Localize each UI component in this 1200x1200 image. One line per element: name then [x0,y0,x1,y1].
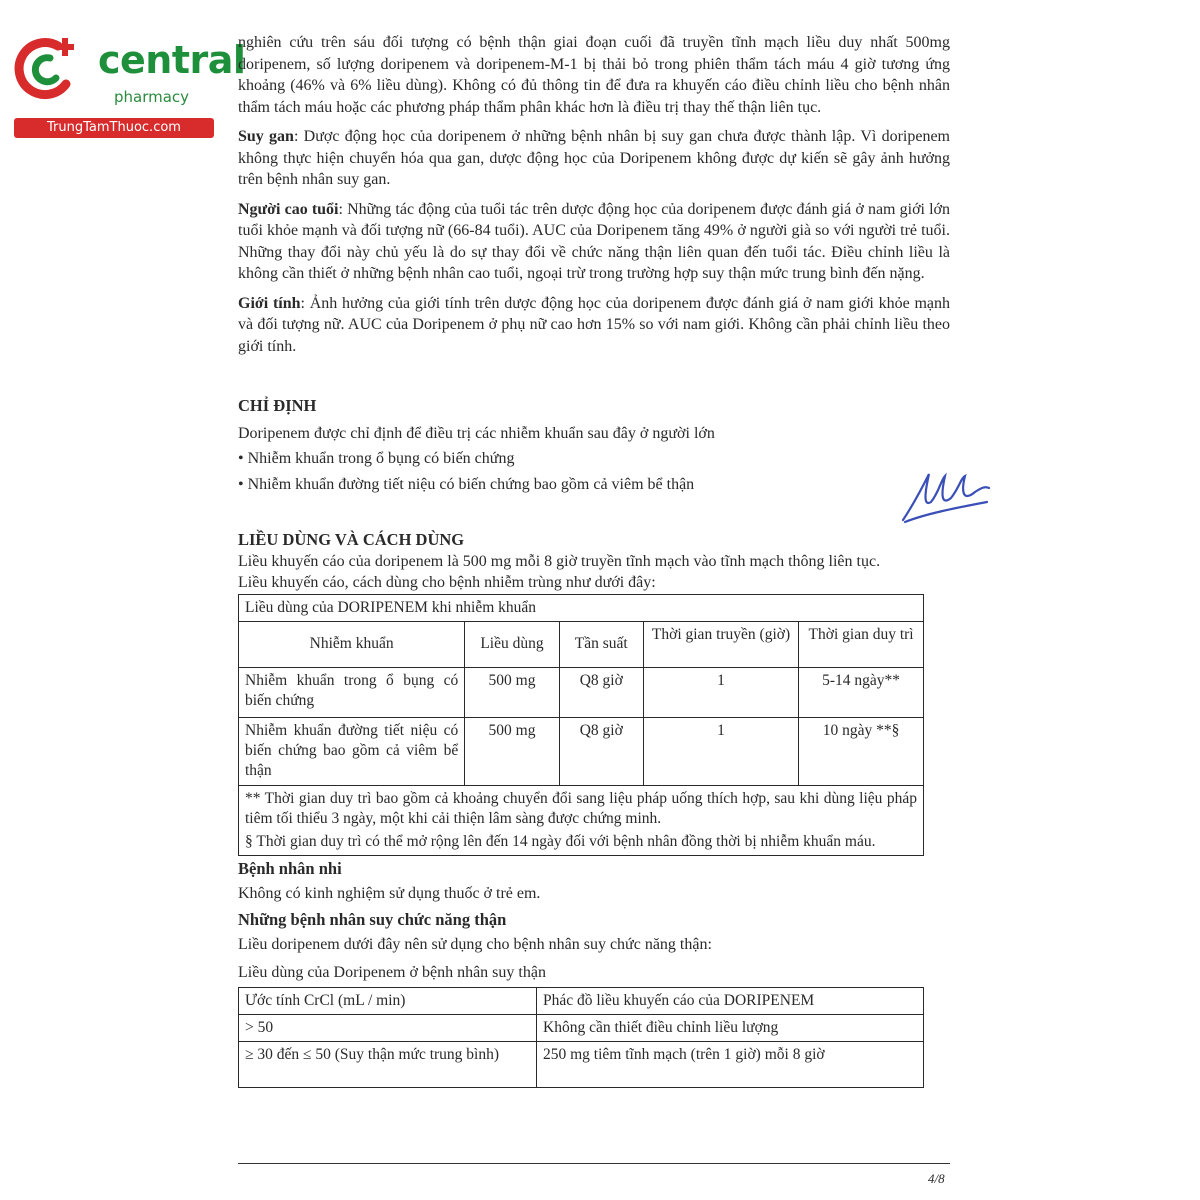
table-header: Phác đồ liều khuyến cáo của DORIPENEM [537,988,924,1015]
gender-label: Giới tính [238,294,301,312]
table-cell: ≥ 30 đến ≤ 50 (Suy thận mức trung bình) [239,1042,537,1088]
elderly-paragraph [238,199,950,285]
elderly-text: : Những tác động của tuổi tác trên dược động học của doripenem được đánh giá ở nam giới lớn tuổi khỏe mạnh và đối tượng nữ (66-84 tuổi). AUC của Doripenem tăng 49% ở người già so với người trẻ tuổi. Những thay đổi này chủ yếu là do sự thay đổi về chức năng thận liên quan đến tuổi tác. Điều chỉnh liều là không cần thiết ở những bệnh nhân cao tuổi, ngoại trừ trong trường hợp suy thận mức trung bình đến nặng. [238,200,951,282]
renal-line-2: Liều dùng của Doripenem ở bệnh nhân suy thận [238,963,546,981]
liver-label: Suy gan [238,128,294,145]
table-cell: Nhiễm khuẩn đường tiết niệu có biến chứng bao gồm cả viêm bể thận [239,717,465,785]
table-header: Liều dùng [465,621,559,667]
children-text: Không có kinh nghiệm sử dụng thuốc ở trẻ em. [238,885,541,902]
table-cell: 1 [643,717,798,785]
liver-paragraph [238,126,950,191]
table-header: Nhiễm khuẩn [239,621,465,667]
indication-bullet: • Nhiễm khuẩn đường tiết niệu có biến chứng bao gồm cả viêm bể thận [238,475,695,493]
table-cell: Nhiễm khuẩn trong ổ bụng có biến chứng [239,667,465,717]
brand-logo [10,32,246,142]
table-cell: 1 [643,667,798,717]
table-cell: 500 mg [465,667,559,717]
table-cell: 5-14 ngày** [799,667,924,717]
brand-subtitle: pharmacy [114,88,190,106]
intro-paragraph: nghiên cứu trên sáu đối tượng có bệnh thận giai đoạn cuối đã truyền tĩnh mạch liều duy nhất 500mg doripenem, số lượng doripenem và doripenem-M-1 bị thải bỏ trong phiên thẩm tách máu 4 giờ tương ứng khoảng (46% và 6% liều dùng). Không có đủ thông tin để đưa ra khuyến cáo điều chỉnh liều cho bệnh nhân thẩm tách máu hoặc các phương pháp thẩm phân khác hơn là điều trị thay thế thận liên tục. [238,34,950,116]
table-cell: > 50 [239,1015,537,1042]
table-cell: 500 mg [465,717,559,785]
dosage-table [238,594,924,856]
table-header: Ước tính CrCl (mL / min) [239,988,537,1015]
dosage-line-1: Liều khuyến cáo của doripenem là 500 mg mỗi 8 giờ truyền tĩnh mạch vào tĩnh mạch thông liên tục. [238,552,881,570]
table-cell: 10 ngày **§ [799,717,924,785]
renal-dosage-table [238,987,924,1088]
dosage-table-caption: Liều dùng của DORIPENEM khi nhiễm khuẩn [239,594,924,621]
dosage-note-2: § Thời gian duy trì có thể mở rộng lên đến 14 ngày đối với bệnh nhân đồng thời bị nhiễm khuẩn máu. [245,832,876,850]
table-cell: Không cần thiết điều chỉnh liều lượng [537,1015,924,1042]
document-body [238,32,950,1088]
brand-name: central [98,38,246,82]
table-cell: 250 mg tiêm tĩnh mạch (trên 1 giờ) mỗi 8 giờ [537,1042,924,1088]
gender-paragraph [238,293,950,358]
dosage-table-notes [239,785,924,855]
children-heading: Bệnh nhân nhi [238,858,342,878]
dosage-note-1: ** Thời gian duy trì bao gồm cả khoảng chuyển đổi sang liệu pháp uống thích hợp, sau khi dùng liệu pháp tiêm tối thiểu 3 ngày, một khi cải thiện lâm sàng được chứng minh. [245,789,917,827]
indication-heading: CHỈ ĐỊNH [238,396,317,415]
table-cell: Q8 giờ [559,667,643,717]
renal-line-1: Liều doripenem dưới đây nên sử dụng cho bệnh nhân suy chức năng thận: [238,936,712,953]
brand-url: TrungTamThuoc.com [14,118,214,138]
table-header: Thời gian duy trì [799,621,924,667]
central-pharmacy-logo-icon [10,32,90,102]
footer-divider [238,1163,950,1164]
liver-text: : Dược động học của doripenem ở những bệnh nhân bị suy gan chưa được thành lập. Vì doripenem không thực hiện chuyển hóa qua gan, dược động học của Doripenem không được dự kiến sẽ gây ảnh hưởng trên bệnh nhân suy gan. [238,128,950,188]
indication-bullet: • Nhiễm khuẩn trong ổ bụng có biến chứng [238,450,515,467]
gender-text: : Ảnh hưởng của giới tính trên dược động học của doripenem được đánh giá ở nam giới khỏe mạnh và đối tượng nữ. AUC của Doripenem ở phụ nữ cao hơn 15% so với nam giới. Không cần phải chỉnh liều theo giới tính. [238,294,950,355]
table-header: Tần suất [559,621,643,667]
table-cell: Q8 giờ [559,717,643,785]
renal-heading: Những bệnh nhân suy chức năng thận [238,909,507,929]
elderly-label: Người cao tuổi [238,200,339,218]
table-header: Thời gian truyền (giờ) [643,621,798,667]
page-number: 4/8 [928,1171,945,1186]
dosage-line-2: Liều khuyến cáo, cách dùng cho bệnh nhiễm trùng như dưới đây: [238,574,656,591]
dosage-heading: LIỀU DÙNG VÀ CÁCH DÙNG [238,530,465,549]
indication-intro: Doripenem được chỉ định để điều trị các nhiễm khuẩn sau đây ở người lớn [238,424,715,442]
